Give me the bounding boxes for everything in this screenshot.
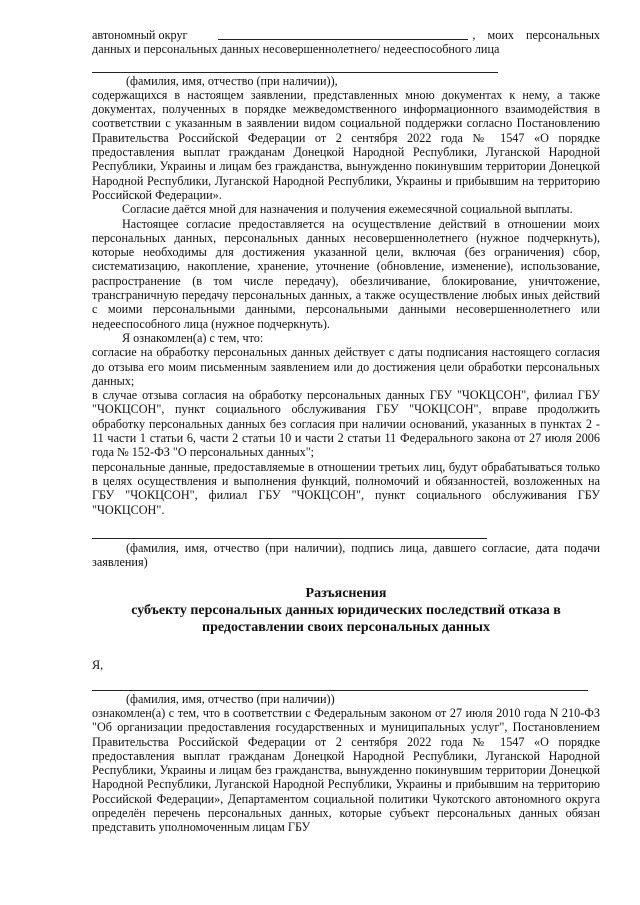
ya-label: Я, — [92, 658, 104, 673]
okrug-blank-field[interactable] — [218, 28, 469, 40]
personal-data-label: , моих персональных — [472, 28, 600, 42]
validity-paragraph: согласие на обработку персональных данных действует с даты подписания настоящего согласия до отзыва его моим письменным заявлением или до достижения цели обработки персональных данных; — [92, 345, 600, 388]
personal-data-line: данных и персональных данных несовершеннолетнего/ недееспособного лица — [92, 42, 500, 57]
document-page — [92, 28, 600, 835]
fio-caption-2: (фамилия, имя, отчество (при наличии)) — [126, 691, 335, 706]
actions-paragraph: Настоящее согласие предоставляется на осуществление действий в отношении моих персональных данных, персональных данных несовершеннолетнего (нужное подчеркнуть), которые необходимы для достижения указанной цели, включая (без ограничения) сбор, систематизацию, накопление, хранение, уточнение (обновление, изменение), использование, распространение (в том числе передачу), обезличивание, блокирование, уничтожение, трансграничную передачу персональных данных, а также осуществление любых иных действий с моими персональными данными, персональными данными несовершеннолетнего или недееспособного лица (нужное подчеркнуть). — [92, 216, 600, 331]
signature-caption: (фамилия, имя, отчество (при наличии), подпись лица, давшего согласие, дата подачи заявления) — [92, 540, 600, 570]
contained-paragraph: содержащихся в настоящем заявлении, представленных мною документах к нему, а также документах, полученных в порядке межведомственного информационного взаимодействия в соответствии с указанным в заявлении видом социальной поддержки согласно Постановлению Правительства Российской Федерации от 2 сентября 2022 года № 1547 «О порядке предоставления выплат гражданам Донецкой Народной Республики, Луганской Народной Республики, Украины и лицам без гражданства, вынужденно покинувшим территории Донецкой Народной Республики, Луганской Народной Республики, Украины и прибывшим на территорию Российской Федерации». — [92, 87, 600, 202]
law-paragraph: ознакомлен(а) с тем, что в соответствии с Федеральным законом от 27 июля 2010 года N 210-ФЗ "Об организации предоставления государственных и муниципальных услуг", Постановлением Правительства Российской Федерации от 2 сентября 2022 года № 1547 «О порядке предоставления выплат гражданам Донецкой Народной Республики, Луганской Народной Республики, Украины и лицам без гражданства, вынужденно покинувшим территории Донецкой Народной Республики, Луганской Народной Республики, Украины и прибывшим на территорию Российской Федерации», Департаментом социальной политики Чукотского автономного округа определён перечень персональных данных, которые субъект персональных данных обязан представить уполномоченным лицам ГБУ — [92, 705, 600, 835]
okrug-label: автономный округ — [92, 28, 188, 42]
consent-given-paragraph: Согласие даётся мной для назначения и получения ежемесячной социальной выплаты. — [122, 202, 573, 217]
explanation-title: Разъяснения — [305, 586, 387, 602]
signature-blank-field[interactable] — [92, 527, 487, 539]
acquainted-paragraph: Я ознакомлен(а) с тем, что: — [122, 330, 264, 345]
third-parties-paragraph: персональные данные, предоставляемые в отношении третьих лиц, будут обрабатываться только в целях осуществления и выполнения функций, полномочий и обязанностей, возложенных на ГБУ "ЧОКЦСОН", филиал ГБУ "ЧОКЦСОН", пункт социального обслуживания ГБУ "ЧОКЦСОН". — [92, 459, 600, 517]
fio-caption: (фамилия, имя, отчество (при наличии)), — [126, 73, 338, 88]
fio-blank-field-2[interactable] — [92, 679, 588, 691]
fio-blank-field[interactable] — [92, 61, 498, 73]
autonomous-okrug-line — [92, 28, 600, 42]
explanation-subtitle: субъекту персональных данных юридических последствий отказа в предоставлении своих персональных данных — [131, 603, 561, 636]
withdrawal-paragraph: в случае отзыва согласия на обработку персональных данных ГБУ "ЧОКЦСОН", филиал ГБУ "ЧОКЦСОН", пункт социального обслуживания ГБУ "ЧОКЦСОН", вправе продолжить обработку персональных данных без согласия при наличии оснований, указанных в пунктах 2 - 11 части 1 статьи 6, части 2 статьи 10 и части 2 статьи 11 Федерального закона от 27 июля 2006 года № 152-ФЗ "О персональных данных"; — [92, 388, 600, 460]
